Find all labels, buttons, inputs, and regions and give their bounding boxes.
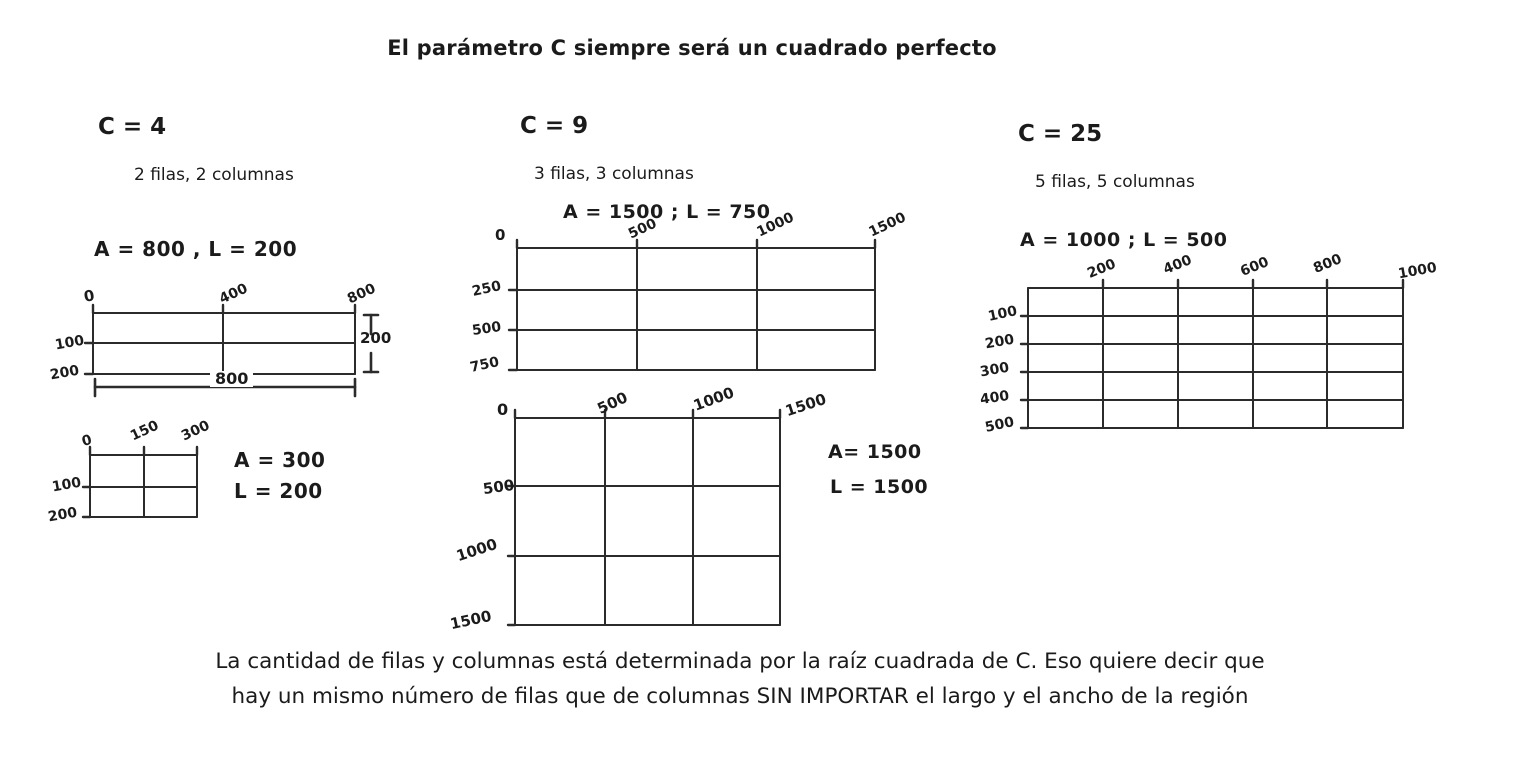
c9-square-y-tick: 500 xyxy=(481,475,516,499)
c9-main-y-tick: 750 xyxy=(468,354,501,376)
c4-subheading: 2 filas, 2 columnas xyxy=(134,165,294,185)
c25-y-tick: 500 xyxy=(983,414,1016,436)
c4-small-x-tick: 0 xyxy=(80,432,94,450)
footer-note xyxy=(100,644,1380,714)
c25-x-tick: 1000 xyxy=(1396,259,1439,283)
page-title: El parámetro C siempre será un cuadrado perfecto xyxy=(387,36,997,60)
c9-main-grid-drawing xyxy=(495,238,905,383)
c9-subheading: 3 filas, 3 columnas xyxy=(534,164,694,184)
c9-heading: C = 9 xyxy=(520,113,589,139)
c4-main-x-tick: 0 xyxy=(82,286,96,306)
c25-heading: C = 25 xyxy=(1018,121,1103,147)
c25-x-tick: 600 xyxy=(1238,254,1272,280)
c4-small-x-tick: 150 xyxy=(127,417,162,445)
c9-square-x-tick: 1000 xyxy=(691,383,737,415)
c9-main-x-tick: 0 xyxy=(495,226,506,244)
footer-line-2: hay un mismo número de filas que de columnas SIN IMPORTAR el largo y el ancho de la región xyxy=(231,684,1249,709)
c4-main-x-tick: 400 xyxy=(216,280,251,308)
c4-main-x-tick: 800 xyxy=(344,280,379,308)
c9-main-x-tick: 1000 xyxy=(754,209,797,241)
c9-square-x-tick: 0 xyxy=(497,400,509,419)
c25-y-tick: 400 xyxy=(979,388,1011,408)
c25-grid-drawing xyxy=(1005,258,1455,443)
c9-square-y-tick: 1000 xyxy=(454,535,500,566)
c9-main-x-tick: 500 xyxy=(625,215,660,243)
c9-square-x-tick: 500 xyxy=(594,388,631,418)
c9-main-y-tick: 500 xyxy=(471,319,503,339)
c4-small-y-tick: 200 xyxy=(46,504,79,526)
c4-heading: C = 4 xyxy=(98,114,167,140)
c25-x-tick: 800 xyxy=(1311,251,1345,277)
c9-params: A = 1500 ; L = 750 xyxy=(563,201,771,223)
c25-subheading: 5 filas, 5 columnas xyxy=(1035,172,1195,192)
c4-height-dimension: 200 xyxy=(360,329,392,347)
c4-params: A = 800 , L = 200 xyxy=(94,237,298,261)
c9-square-x-tick: 1500 xyxy=(783,390,829,421)
c9-square-grid-drawing xyxy=(490,398,810,643)
c25-params: A = 1000 ; L = 500 xyxy=(1020,229,1228,251)
c4-main-y-tick: 100 xyxy=(53,332,86,354)
c9-main-x-tick: 1500 xyxy=(866,209,909,241)
c9-square-annotation-a: A= 1500 xyxy=(828,441,922,463)
c4-small-y-tick: 100 xyxy=(50,474,83,496)
footer-line-1: La cantidad de filas y columnas está determinada por la raíz cuadrada de C. Eso quiere decir que xyxy=(215,649,1265,674)
c25-y-tick: 300 xyxy=(978,359,1011,381)
c4-small-grid-drawing xyxy=(70,425,230,530)
c4-small-x-tick: 300 xyxy=(178,417,213,445)
c4-width-dimension: 800 xyxy=(210,371,253,387)
c9-square-y-tick: 1500 xyxy=(448,606,494,634)
c25-x-tick: 200 xyxy=(1085,256,1119,282)
c4-small-annotation-a: A = 300 xyxy=(234,448,326,472)
c25-y-tick: 100 xyxy=(986,303,1019,325)
c4-main-y-tick: 200 xyxy=(48,362,81,384)
c4-small-annotation-l: L = 200 xyxy=(234,479,323,503)
c9-square-annotation-l: L = 1500 xyxy=(830,476,929,498)
c9-main-y-tick: 250 xyxy=(470,278,503,300)
c25-y-tick: 200 xyxy=(983,331,1016,353)
c25-x-tick: 400 xyxy=(1161,252,1195,278)
